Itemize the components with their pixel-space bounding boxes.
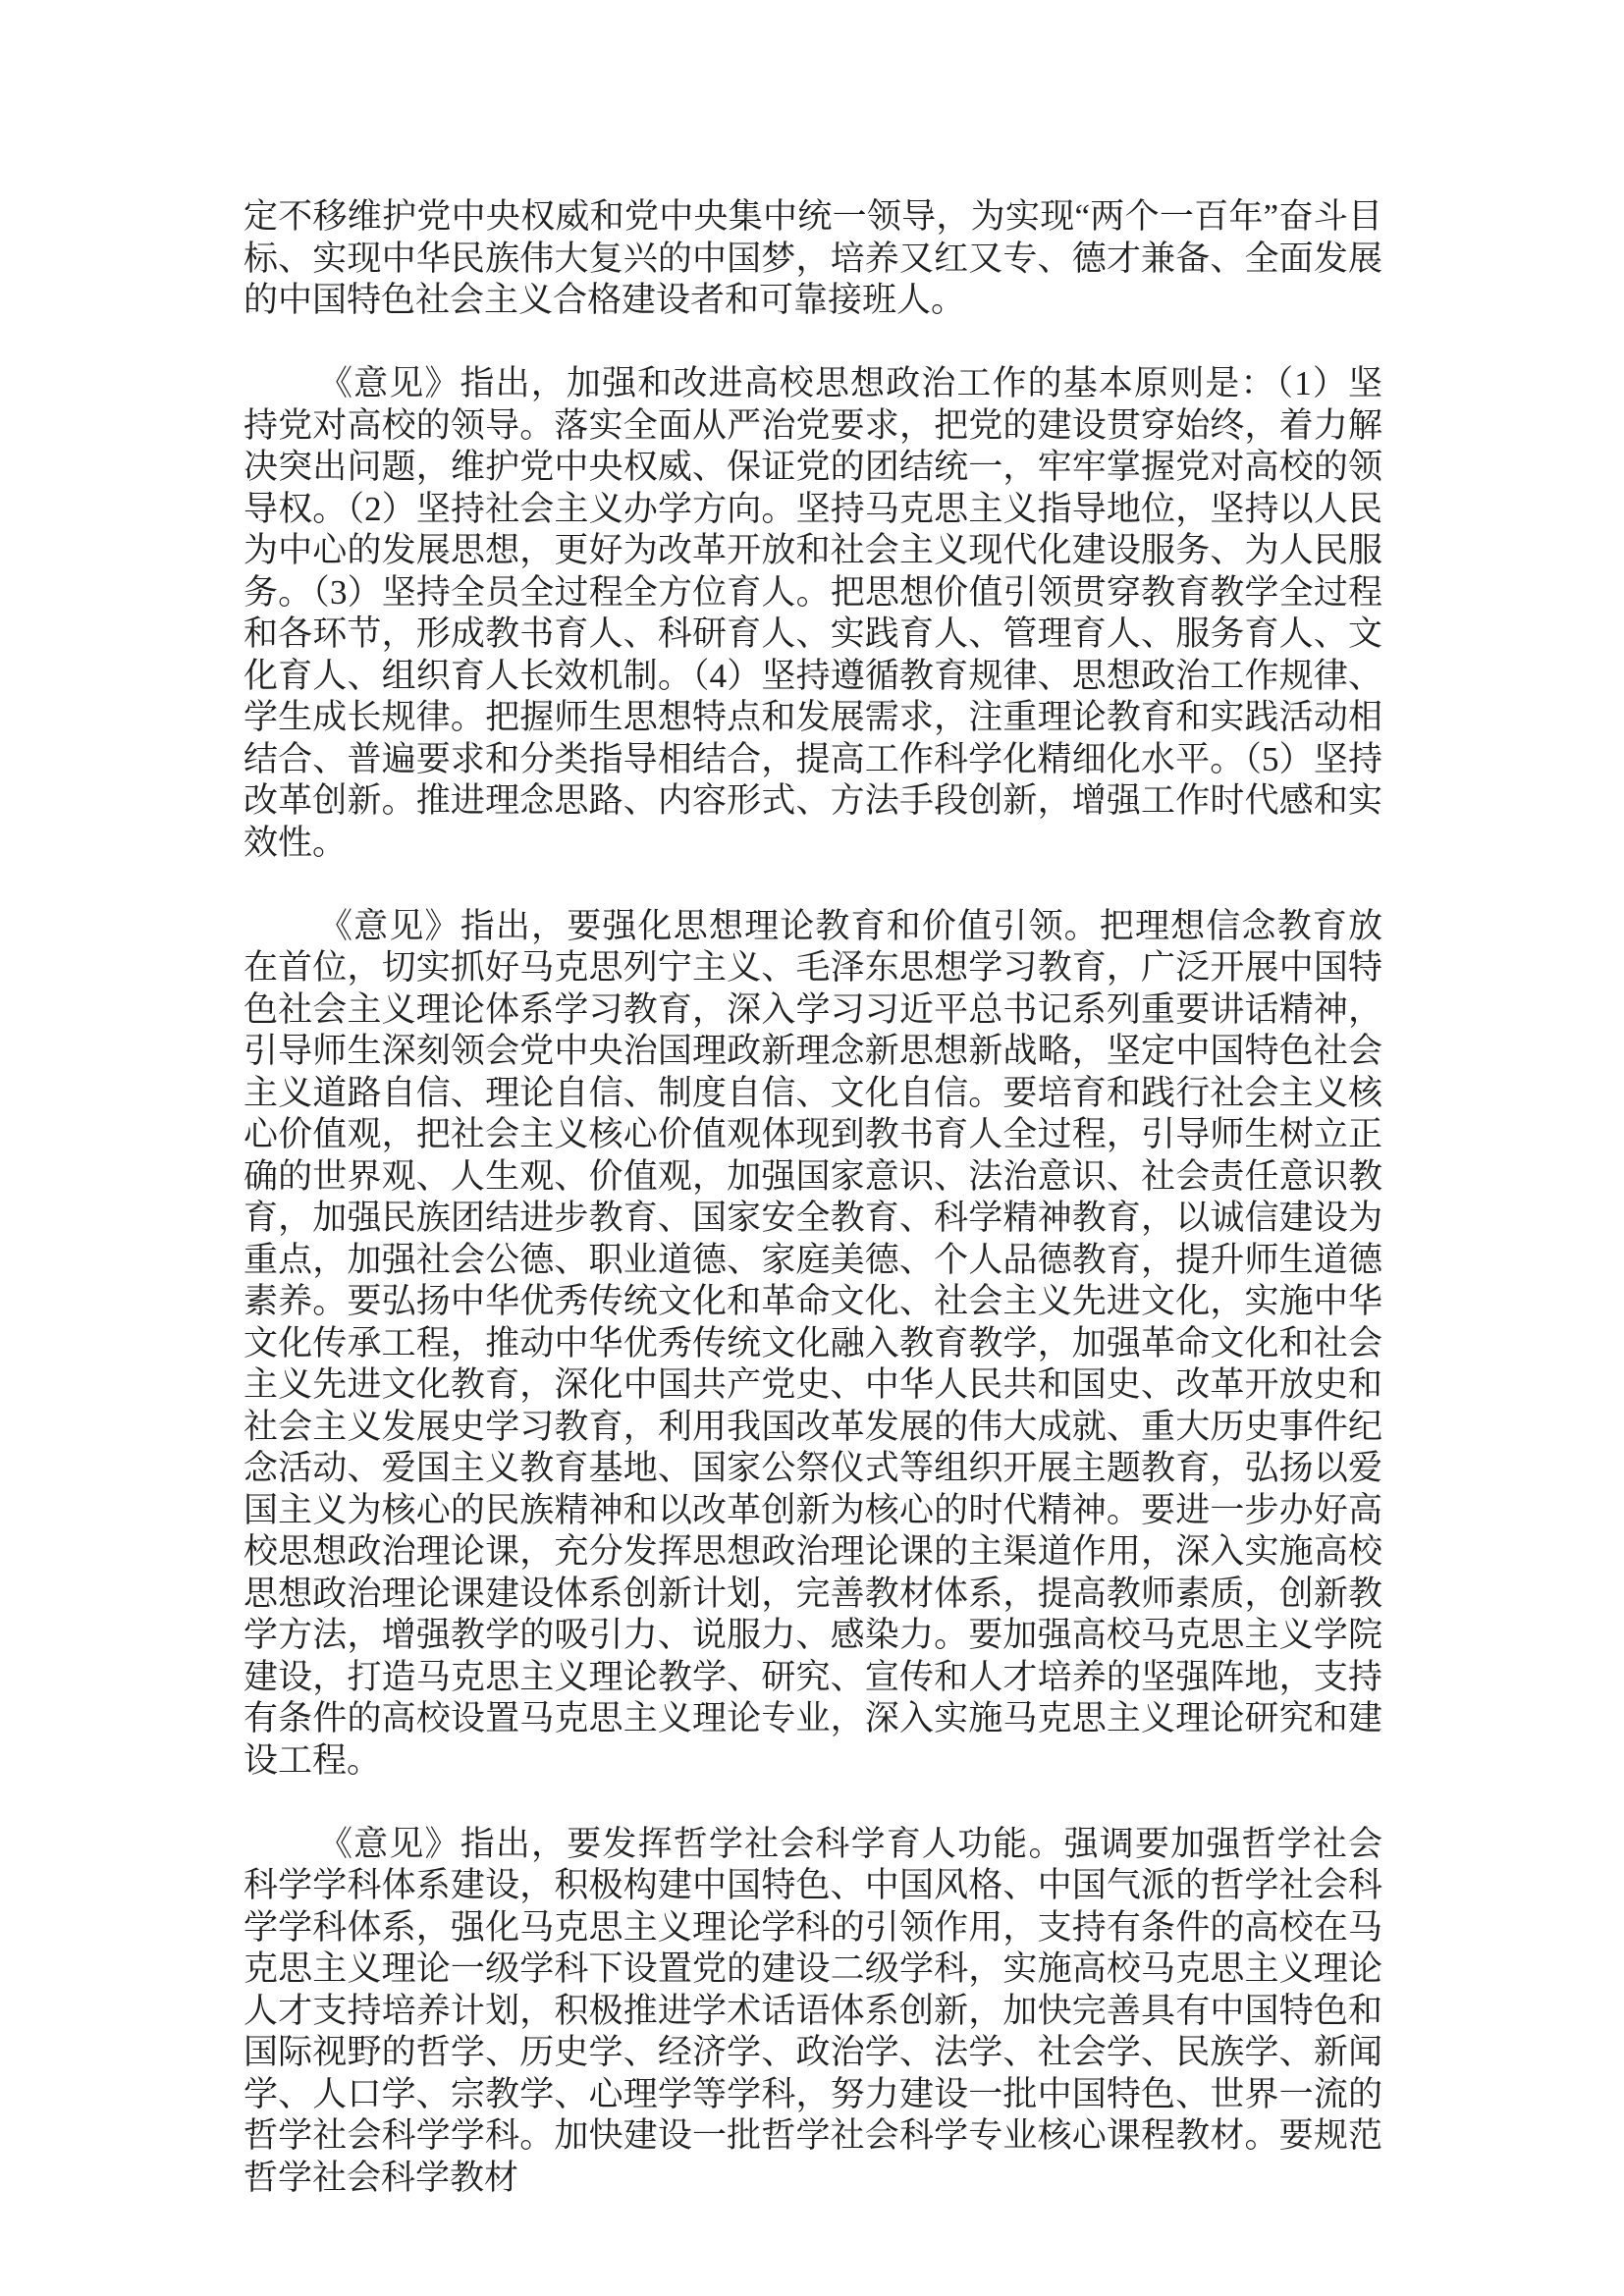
paragraph-ideological-education: 《意见》指出，要强化思想理论教育和价值引领。把理想信念教育放在首位，切实抓好马克思列宁主义、毛泽东思想学习教育，广泛开展中国特色社会主义理论体系学习教育，深入学习习近平总书记系列重要讲话精神，引导师生深刻领会党中央治国理政新理念新思想新战略，坚定中国特色社会主义道路自信、理论自信、制度自信、文化自信。要培育和践行社会主义核心价值观，把社会主义核心价值观体现到教书育人全过程，引导师生树立正确的世界观、人生观、价值观，加强国家意识、法治意识、社会责任意识教育，加强民族团结进步教育、国家安全教育、科学精神教育，以诚信建设为重点，加强社会公德、职业道德、家庭美德、个人品德教育，提升师生道德素养。要弘扬中华优秀传统文化和革命文化、社会主义先进文化，实施中华文化传承工程，推动中华优秀传统文化融入教育教学，加强革命文化和社会主义先进文化教育，深化中国共产党史、中华人民共和国史、改革开放史和社会主义发展史学习教育，利用我国改革发展的伟大成就、重大历史事件纪念活动、爱国主义教育基地、国家公祭仪式等组织开展主题教育，弘扬以爱国主义为核心的民族精神和以改革创新为核心的时代精神。要进一步办好高校思想政治理论课，充分发挥思想政治理论课的主渠道作用，深入实施高校思想政治理论课建设体系创新计划，完善教材体系，提高教师素质，创新教学方法，增强教学的吸引力、说服力、感染力。要加强高校马克思主义学院建设，打造马克思主义理论教学、研究、宣传和人才培养的坚强阵地，支持有条件的高校设置马克思主义理论专业，深入实施马克思主义理论研究和建设工程。 <box>244 906 1382 1780</box>
paragraph-philosophy-social-science: 《意见》指出，要发挥哲学社会科学育人功能。强调要加强哲学社会科学学科体系建设，积极构建中国特色、中国风格、中国气派的哲学社会科学学科体系，强化马克思主义理论学科的引领作用，支持有条件的高校在马克思主义理论一级学科下设置党的建设二级学科，实施高校马克思主义理论人才支持培养计划，积极推进学术话语体系创新，加快完善具有中国特色和国际视野的哲学、历史学、经济学、政治学、法学、社会学、民族学、新闻学、人口学、宗教学、心理学等学科，努力建设一批中国特色、世界一流的哲学社会科学学科。加快建设一批哲学社会科学专业核心课程教材。要规范哲学社会科学教材 <box>244 1824 1382 2197</box>
paragraph-basic-principles: 《意见》指出，加强和改进高校思想政治工作的基本原则是：（1）坚持党对高校的领导。落实全面从严治党要求，把党的建设贯穿始终，着力解决突出问题，维护党中央权威、保证党的团结统一，牢牢掌握党对高校的领导权。（2）坚持社会主义办学方向。坚持马克思主义指导地位，坚持以人民为中心的发展思想，更好为改革开放和社会主义现代化建设服务、为人民服务。（3）坚持全员全过程全方位育人。把思想价值引领贯穿教育教学全过程和各环节，形成教书育人、科研育人、实践育人、管理育人、服务育人、文化育人、组织育人长效机制。（4）坚持遵循教育规律、思想政治工作规律、学生成长规律。把握师生思想特点和发展需求，注重理论教育和实践活动相结合、普遍要求和分类指导相结合，提高工作科学化精细化水平。（5）坚持改革创新。推进理念思路、内容形式、方法手段创新，增强工作时代感和实效性。 <box>244 364 1382 862</box>
paragraph-continuation: 定不移维护党中央权威和党中央集中统一领导，为实现“两个一百年”奋斗目标、实现中华民族伟大复兴的中国梦，培养又红又专、德才兼备、全面发展的中国特色社会主义合格建设者和可靠接班人。 <box>244 197 1382 319</box>
document-text-block <box>244 196 1382 2199</box>
